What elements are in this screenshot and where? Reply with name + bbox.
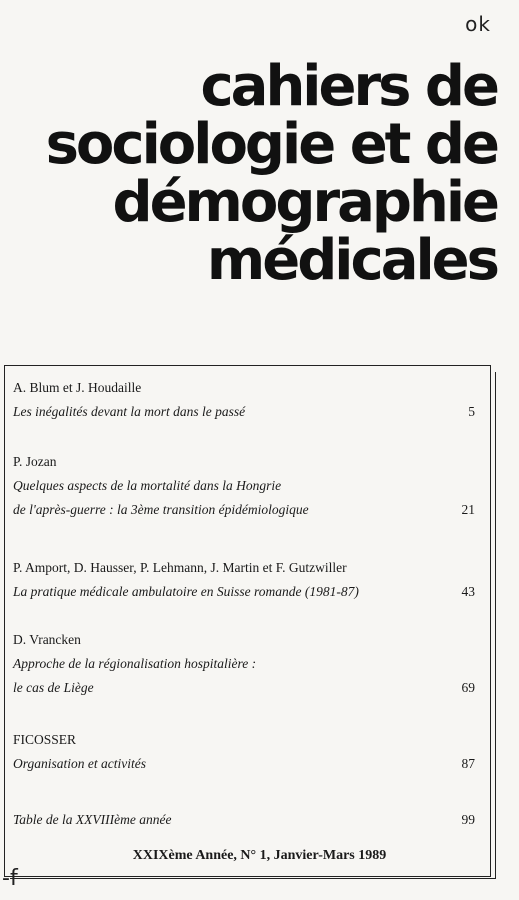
entry-page: 99 <box>461 812 475 827</box>
entry-title-line <box>13 752 475 776</box>
entry-title-line <box>13 498 475 522</box>
handwritten-margin-mark: -f <box>2 866 18 891</box>
entry-authors: P. Jozan <box>13 454 57 469</box>
entry-authors: A. Blum et J. Houdaille <box>13 380 142 395</box>
entry-title: le cas de Liège <box>13 680 94 695</box>
toc-entry <box>13 728 475 776</box>
entry-title: de l'après-guerre : la 3ème transition épidémiologique <box>13 502 309 517</box>
journal-title-line-1: cahiers de <box>200 54 497 119</box>
toc-entry <box>13 556 475 604</box>
entry-title-line <box>13 652 475 676</box>
entry-title: Les inégalités devant la mort dans le passé <box>13 404 246 419</box>
entry-authors: P. Amport, D. Hausser, P. Lehmann, J. Martin et F. Gutzwiller <box>13 560 347 575</box>
issue-info: XXIXème Année, N° 1, Janvier-Mars 1989 <box>132 848 387 863</box>
entry-page: 87 <box>461 756 475 771</box>
entry-page: 69 <box>461 680 475 695</box>
entry-title: Organisation et activités <box>13 756 146 771</box>
toc-entry <box>13 808 475 832</box>
entry-title-line <box>13 474 475 498</box>
toc-entry <box>13 376 475 424</box>
journal-title-line-3: démographie <box>112 170 497 235</box>
entry-title: Table de la XXVIIIème année <box>13 812 172 827</box>
journal-title-line-2: sociologie et de <box>45 112 497 177</box>
handwritten-note: ok <box>465 12 491 36</box>
entry-title: Quelques aspects de la mortalité dans la Hongrie <box>13 478 282 493</box>
journal-title <box>17 54 497 293</box>
entry-title-line <box>13 808 475 832</box>
toc-entry <box>13 628 475 700</box>
toc-entry <box>13 450 475 522</box>
journal-title-line-4: médicales <box>206 228 497 293</box>
entry-title-line <box>13 676 475 700</box>
entry-title-line <box>13 580 475 604</box>
entry-page: 43 <box>461 584 475 599</box>
entry-title: La pratique médicale ambulatoire en Suisse romande (1981-87) <box>13 584 359 599</box>
entry-page: 21 <box>461 502 475 517</box>
entry-title: Approche de la régionalisation hospitalière : <box>13 656 257 671</box>
table-of-contents <box>4 365 491 877</box>
entry-page: 5 <box>468 404 475 419</box>
entry-authors: FICOSSER <box>13 732 77 747</box>
entry-authors: D. Vrancken <box>13 632 81 647</box>
entry-title-line <box>13 400 475 424</box>
